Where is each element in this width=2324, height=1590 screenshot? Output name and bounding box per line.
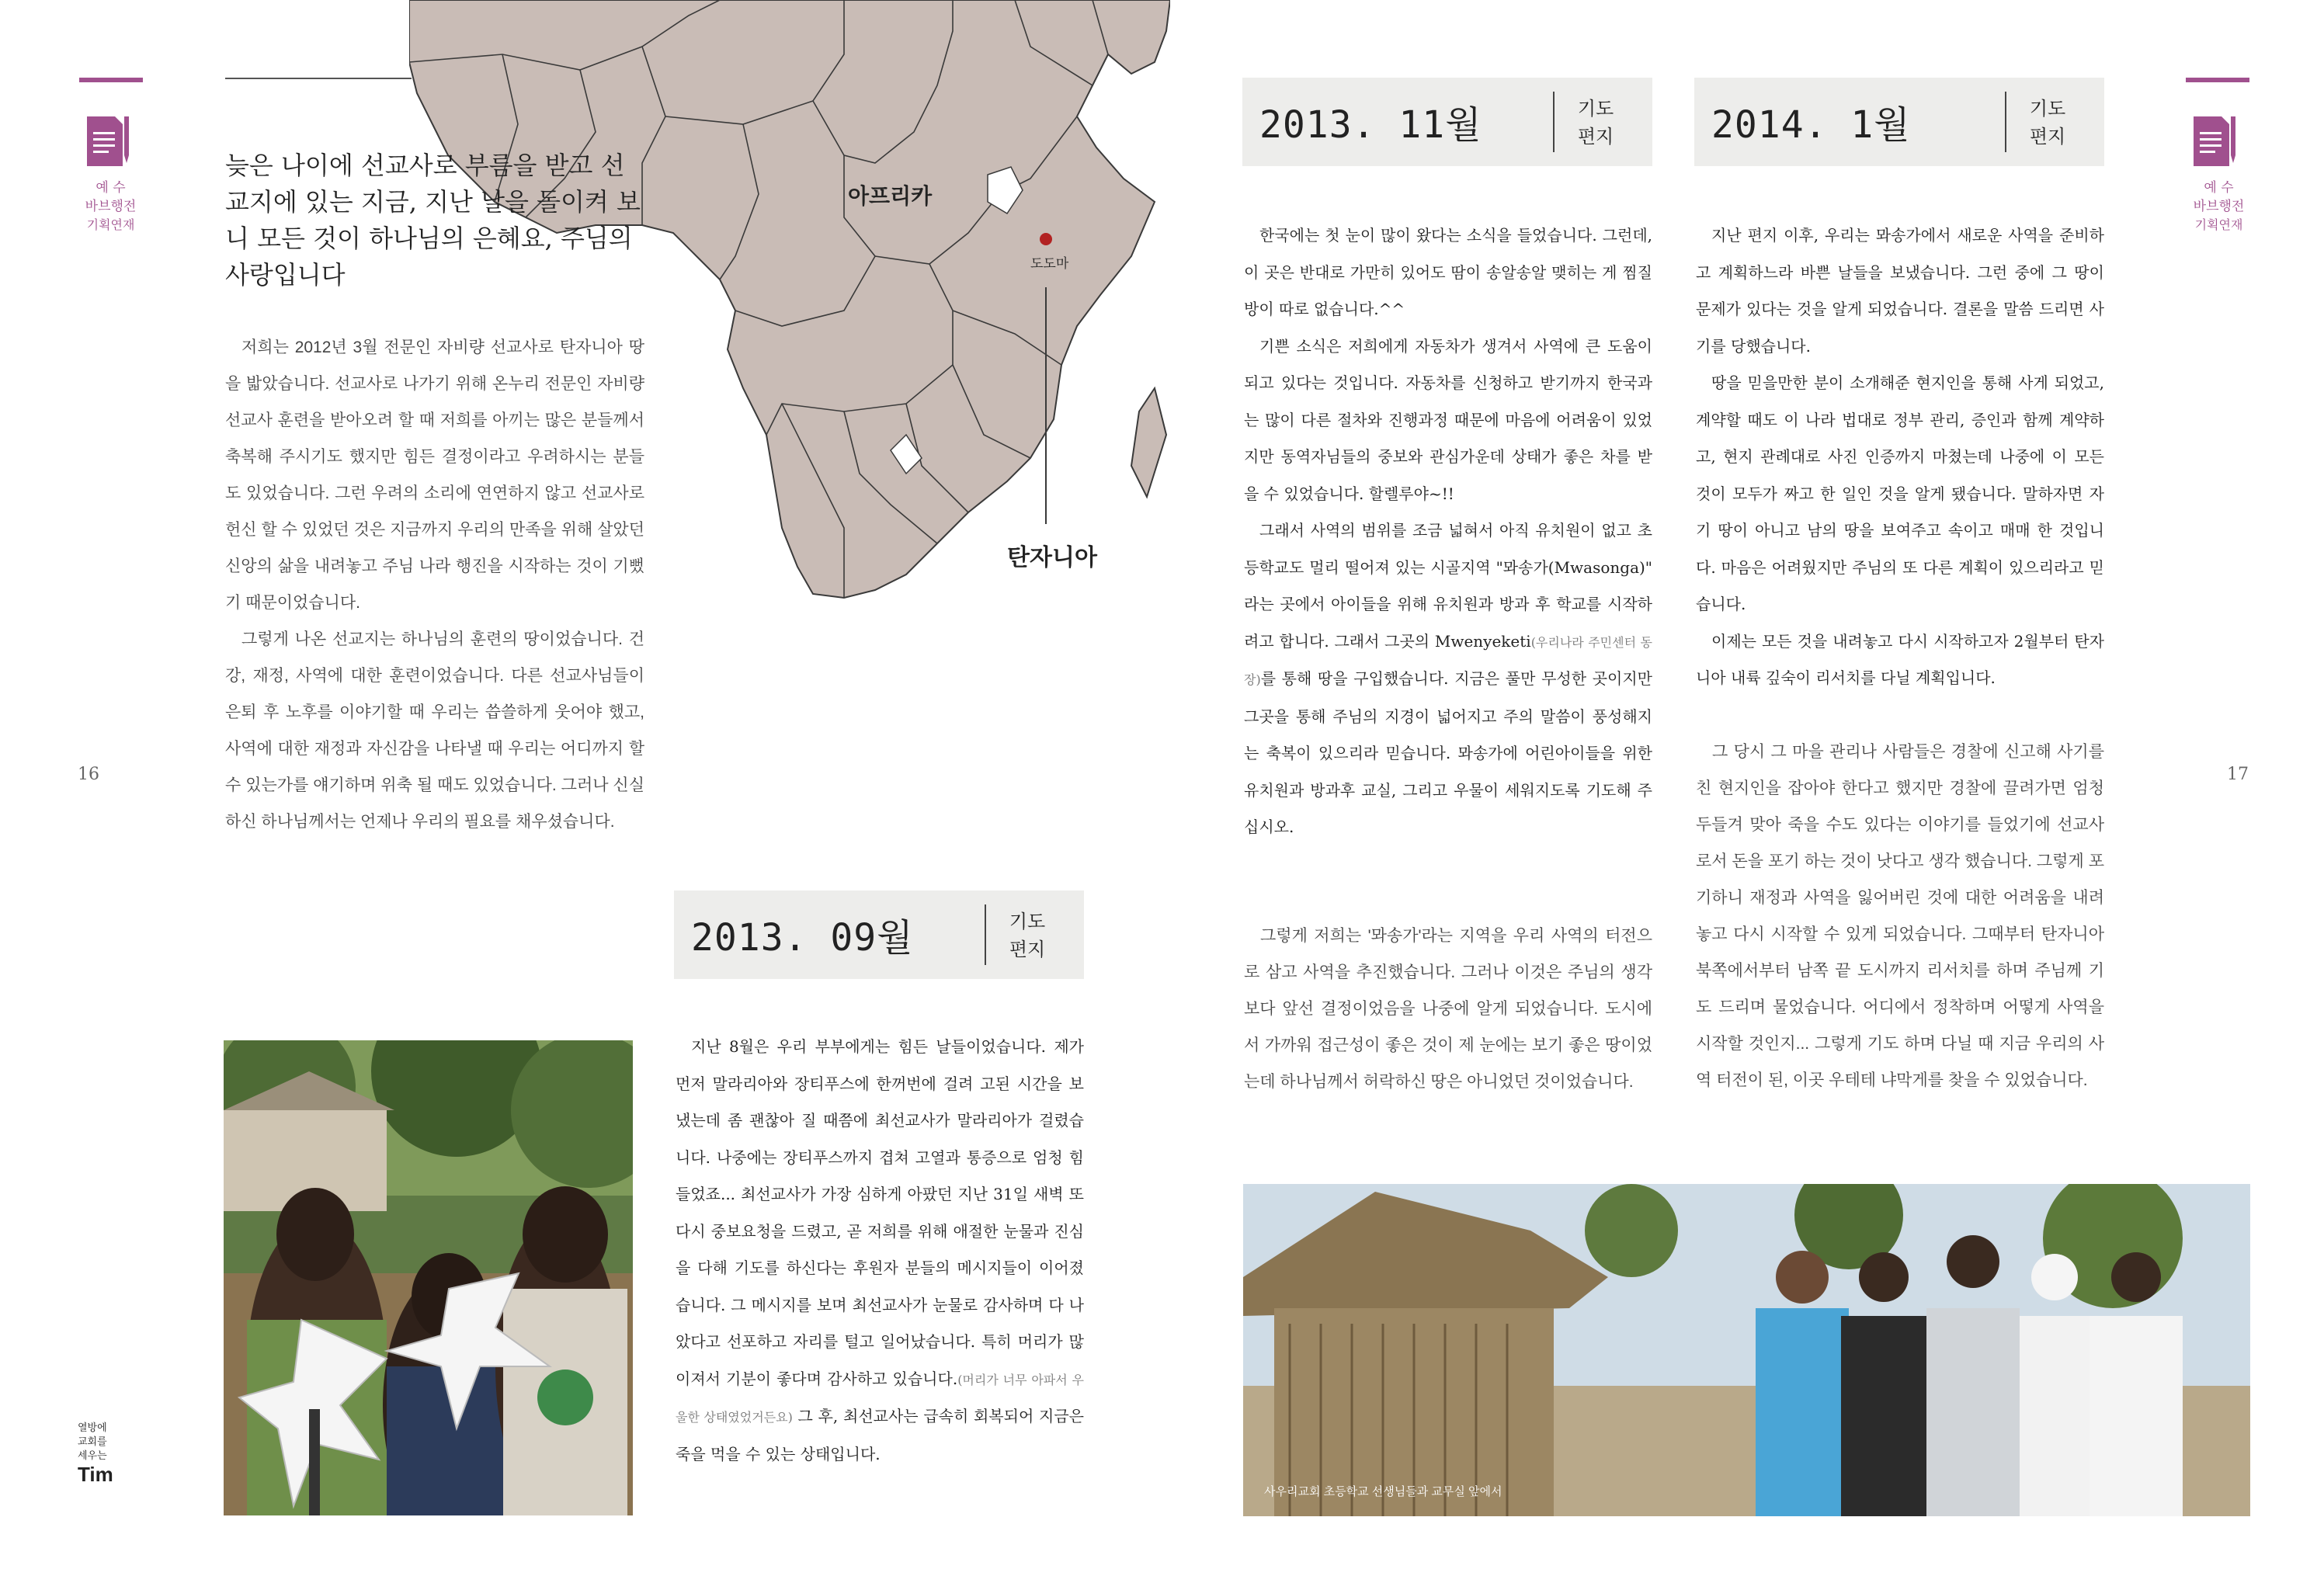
prayer-letter-label xyxy=(1572,95,1619,151)
letter-2013-09-tail: 그 후, 최선교사는 급속히 회복되어 지금은 죽을 먹을 수 있는 상태입니다. xyxy=(676,1407,1084,1463)
letter-2013-09-note: (머리가 너무 아파서 우울한 상태였었거든요) xyxy=(676,1372,1085,1425)
date-divider xyxy=(2005,92,2006,152)
label-line1: 기도 xyxy=(1009,911,1046,932)
map-label-africa: 아프리카 xyxy=(848,184,933,208)
prayer-letter-label xyxy=(2024,95,2071,151)
letter-2013-11-p3a: 그래서 사역의 범위를 조금 넓혀서 아직 유치원이 없고 초등학교도 멀리 떨어져 있는 시골지역 "뫄송가(Mwasonga)" 라는 곳에서 아이들을 위해 유치원과 방과 후 학교를 시작하려고 합니다. 그래서 그곳의 Mwenyeketi xyxy=(1244,521,1652,651)
left-series-line1: 예 수 xyxy=(96,180,126,196)
date-box-2013-11 xyxy=(1242,78,1652,166)
intro-paragraph-1: 저희는 2012년 3월 전문인 자비량 선교사로 탄자니아 땅을 밟았습니다. 선교사로 나가기 위해 온누리 전문인 자비량 선교사 훈련을 받아오려 할 때 저희를 아끼는 많은 분들께서 축복해 주시기도 했지만 힘든 결정이라고 우려하시는 분들도 있었습니다. 그런 우려의 소리에 연연하지 않고 선교사로 헌신 할 수 있었던 것은 지금까지 우리의 만족을 위해 살았던 신앙의 삶을 내려놓고 주님 나라 행진을 시작하는 것이 기뻤기 때문이었습니다. xyxy=(225,338,644,612)
letter-2014-01-p2: 땅을 믿을만한 분이 소개해준 현지인을 통해 사게 되었고, 계약할 때도 이 나라 법대로 정부 관리, 증인과 함께 계약하고, 현지 관례대로 사진 인증까지 마쳤는데 나중에 이 모든 것이 모두가 짜고 한 일인 것을 알게 됐습니다. 말하자면 자기 땅이 아니고 남의 땅을 보여주고 속이고 매매 한 것입니다. 마음은 어려웠지만 주님의 또 다른 계획이 있으리라고 믿습니다. xyxy=(1696,373,2104,613)
page-number-left: 16 xyxy=(78,765,99,784)
label-line1: 기도 xyxy=(2029,98,2066,120)
letter-2013-11-p3b: 를 통해 땅을 구입했습니다. 지금은 풀만 무성한 곳이지만 그곳을 통해 주님의 지경이 넓어지고 주의 말씀이 풍성해지는 축복이 있으리라 믿습니다. 뫄송가에 어린아이들을 위한 유치원과 방과후 교실, 그리고 우물이 세워지도록 기도해 주십시오. xyxy=(1244,669,1652,836)
letter-2013-11-p2: 기쁜 소식은 저희에게 자동차가 생겨서 사역에 큰 도움이 되고 있다는 것입니다. 자동차를 신청하고 받기까지 한국과는 많이 다른 절차와 진행과정 때문에 마음에 어려움이 있었지만 동역자님들의 중보와 관심가운데 상태가 좋은 차를 받을 수 있었습니다. 할렐루야~!! xyxy=(1244,336,1652,503)
letter-2013-09-text: 지난 8월은 우리 부부에게는 힘든 날들이었습니다. 제가 먼저 말라리아와 장티푸스에 한꺼번에 걸려 고된 시간을 보냈는데 좀 괜찮아 질 때쯤에 최선교사가 말라리아가 걸렸습니다. 나중에는 장티푸스까지 겹쳐 고열과 통증으로 엄청 힘들었죠... 최선교사가 가장 심하게 아팠던 지난 31일 새벽 또다시 중보요청을 드렸고, 곧 저희를 위해 애절한 눈물과 진심을 다해 기도를 하신다는 후원자 분들의 메시지들이 이어졌습니다. 그 메시지를 보며 최선교사가 눈물로 감사하며 다 나았다고 선포하고 자리를 털고 일어났습니다. 특히 머리가 많이져서 기분이 좋다며 감사하고 있습니다. xyxy=(676,1037,1084,1388)
intro-text xyxy=(225,329,644,840)
letter-2014-01-p4: 그 당시 그 마을 관리나 사람들은 경찰에 신고해 사기를 친 현지인을 잡아야 한다고 했지만 경찰에 끌려가면 엄청 두들겨 맞아 죽을 수도 있다는 이야기를 들었기에 선교사로서 돈을 포기 하는 것이 낫다고 생각 했습니다. 그렇게 포기하니 재정과 사역을 잃어버린 것에 대한 어려움을 내려놓고 다시 시작할 수 있게 되었습니다. 그때부터 탄자니아 북쪽에서부터 남쪽 끝 도시까지 리서치를 하며 주님께 기도 드리며 물었습니다. 어디에서 정착하며 어떻게 사역을 시작할 것인지... 그렇게 기도 하며 다닐 때 지금 우리의 사역 터전이 된, 이곳 우테테 냐막게를 찾을 수 있었습니다. xyxy=(1696,743,2104,1089)
right-accent-bar xyxy=(2186,78,2249,82)
letter-2014-01-p1: 지난 편지 이후, 우리는 뫄송가에서 새로운 사역을 준비하고 계획하느라 바쁜 날들을 보냈습니다. 그런 중에 그 땅이 문제가 있다는 것을 알게 되었습니다. 결론을 말씀 드리면 사기를 당했습니다. xyxy=(1696,226,2104,356)
date-box-2014-01 xyxy=(1694,78,2104,166)
date-divider xyxy=(1553,92,1555,152)
logo-line3: 세우는 xyxy=(78,1449,107,1461)
map-label-dodoma: 도도마 xyxy=(1030,256,1069,271)
left-series-label xyxy=(70,179,151,234)
map-label-tanzania: 탄자니아 xyxy=(1007,545,1097,571)
date-2013-09: 2013. 09월 xyxy=(691,916,914,960)
document-pen-icon-right xyxy=(2192,113,2239,168)
date-2013-11: 2013. 11월 xyxy=(1259,103,1482,147)
dodoma-marker xyxy=(1040,233,1052,245)
left-series-line2: 바브행전 xyxy=(85,199,137,214)
label-line2: 편지 xyxy=(1577,126,1614,148)
article-headline: 늦은 나이에 선교사로 부름을 받고 선교지에 있는 지금, 지난 날을 돌이켜 보니 모든 것이 하나님의 은혜요, 주님의 사랑입니다 xyxy=(225,151,641,290)
letter-2014-01-body xyxy=(1696,217,2104,697)
logo-brand: Tim xyxy=(78,1463,113,1486)
logo-line1: 열방에 xyxy=(78,1422,107,1433)
teachers-photo xyxy=(1243,1184,2250,1516)
logo-line2: 교회를 xyxy=(78,1436,107,1447)
prayer-letter-label xyxy=(1004,908,1051,963)
right-series-label xyxy=(2178,179,2260,234)
teachers-photo-caption: 사우리교회 초등학교 선생님들과 교무실 앞에서 xyxy=(1264,1485,1502,1498)
date-box-2013-09 xyxy=(674,890,1084,979)
right-series-line2: 바브행전 xyxy=(2193,199,2245,214)
document-pen-icon xyxy=(85,113,132,168)
label-line1: 기도 xyxy=(1577,98,1614,120)
children-photo xyxy=(224,1040,633,1515)
label-line2: 편지 xyxy=(1009,939,1046,960)
date-divider xyxy=(985,904,986,965)
letter-2013-11-p3-note: (우리나라 주민센터 동장) xyxy=(1244,634,1652,687)
letter-2013-11-p1: 한국에는 첫 눈이 많이 왔다는 소식을 들었습니다. 그런데, 이 곳은 반대로 가만히 있어도 땀이 송알송알 맺히는 게 찜질방이 따로 없습니다.^^ xyxy=(1244,226,1652,318)
tim-logo xyxy=(78,1421,124,1486)
right-series-line1: 예 수 xyxy=(2204,180,2234,196)
headline-rule xyxy=(225,78,412,79)
right-series-line3: 기획연재 xyxy=(2194,217,2243,232)
letter-2013-11-p4: 그렇게 저희는 '뫄송가'라는 지역을 우리 사역의 터전으로 삼고 사역을 추진했습니다. 그러나 이것은 주님의 생각보다 앞선 결정이었음을 나중에 알게 되었습니다. 도시에서 가까워 접근성이 좋은 것이 제 눈에는 보기 좋은 땅이었는데 하나님께서 허락하신 땅은 아니었던 것이었습니다. xyxy=(1244,927,1652,1091)
date-2014-01: 2014. 1월 xyxy=(1711,103,1911,147)
letter-2013-11-commentary xyxy=(1244,918,1652,1100)
letter-2014-01-p3: 이제는 모든 것을 내려놓고 다시 시작하고자 2월부터 탄자니아 내륙 깊숙이 리서치를 다닐 계획입니다. xyxy=(1696,631,2104,687)
left-accent-bar xyxy=(79,78,143,82)
left-series-line3: 기획연재 xyxy=(86,217,135,232)
page-number-right: 17 xyxy=(2227,765,2249,784)
label-line2: 편지 xyxy=(2029,126,2066,148)
letter-2013-09-body xyxy=(676,1029,1084,1473)
letter-2013-11-body xyxy=(1244,217,1652,846)
letter-2014-01-commentary xyxy=(1696,734,2104,1099)
intro-paragraph-2: 그렇게 나온 선교지는 하나님의 훈련의 땅이었습니다. 건강, 재정, 사역에 대한 훈련이었습니다. 다른 선교사님들이 은퇴 후 노후를 이야기할 때 우리는 씁쓸하게 웃어야 했고, 사역에 대한 재정과 자신감을 나타낼 때 우리는 어디까지 할 수 있는가를 얘기하며 위축 될 때도 있었습니다. 그러나 신실하신 하나님께서는 언제나 우리의 필요를 채우셨습니다. xyxy=(225,630,644,831)
